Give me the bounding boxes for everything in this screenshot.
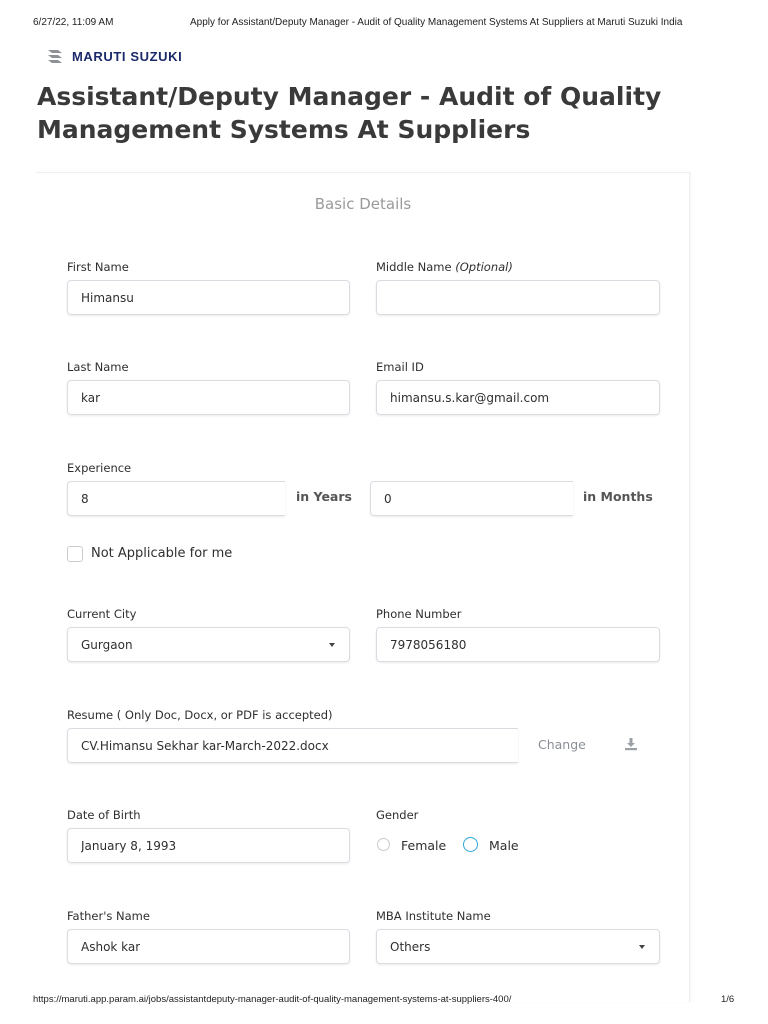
- section-title: Basic Details: [314, 195, 412, 213]
- mba-institute-select[interactable]: [376, 929, 660, 964]
- current-city-label: Current City: [67, 607, 137, 621]
- first-name-input[interactable]: [67, 280, 350, 315]
- job-title: Assistant/Deputy Manager - Audit of Quality Management Systems At Suppliers: [37, 82, 662, 144]
- middle-name-input[interactable]: [376, 280, 660, 315]
- brand-name: MARUTI SUZUKI: [72, 48, 183, 64]
- resume-file-field[interactable]: [67, 728, 518, 763]
- fathers-name-value: Ashok kar: [81, 939, 141, 954]
- print-footer: [0, 994, 768, 1008]
- print-datetime: 6/27/22, 11:09 AM: [33, 17, 114, 28]
- middle-name-optional: (Optional): [455, 260, 513, 274]
- gender-male-radio[interactable]: [463, 837, 478, 852]
- resume-change-button[interactable]: Change: [538, 737, 586, 752]
- chevron-down-icon: [639, 945, 645, 949]
- email-value: himansu.s.kar@gmail.com: [390, 390, 550, 405]
- first-name-label: First Name: [67, 260, 129, 274]
- resume-filename: CV.Himansu Sekhar kar-March-2022.docx: [81, 738, 329, 753]
- gender-label: Gender: [376, 808, 419, 822]
- suzuki-logo-icon: [46, 47, 64, 65]
- not-applicable-checkbox[interactable]: [67, 546, 83, 562]
- print-header: [0, 17, 768, 31]
- print-page-number: 1/6: [721, 994, 735, 1005]
- experience-years-unit: in Years: [296, 489, 352, 504]
- last-name-label: Last Name: [67, 360, 129, 374]
- dob-input[interactable]: [67, 828, 350, 863]
- brand-logo[interactable]: [46, 47, 182, 65]
- phone-input[interactable]: [376, 627, 660, 662]
- first-name-value: Himansu: [81, 290, 134, 305]
- experience-years-input[interactable]: [67, 481, 285, 516]
- gender-female-label[interactable]: Female: [401, 838, 447, 853]
- middle-name-label: [376, 260, 513, 274]
- mba-institute-label: MBA Institute Name: [376, 909, 491, 923]
- print-url: https://maruti.app.param.ai/jobs/assistantdeputy-manager-audit-of-quality-management-systems-at-suppliers-400/: [33, 994, 512, 1005]
- mba-institute-value: Others: [390, 939, 431, 954]
- gender-female-radio[interactable]: [377, 838, 390, 851]
- fathers-name-input[interactable]: [67, 929, 350, 964]
- resume-label: Resume ( Only Doc, Docx, or PDF is accepted): [67, 708, 333, 722]
- email-label: Email ID: [376, 360, 424, 374]
- experience-months-unit: in Months: [583, 489, 653, 504]
- current-city-select[interactable]: [67, 627, 350, 662]
- experience-months-value: 0: [384, 491, 392, 506]
- experience-months-input[interactable]: [370, 481, 573, 516]
- fathers-name-label: Father's Name: [67, 909, 150, 923]
- not-applicable-label[interactable]: Not Applicable for me: [91, 546, 233, 561]
- email-input[interactable]: [376, 380, 660, 415]
- experience-label: Experience: [67, 461, 132, 475]
- middle-name-label-text: Middle Name: [376, 260, 452, 274]
- experience-years-value: 8: [81, 491, 89, 506]
- last-name-value: kar: [81, 390, 101, 405]
- download-icon[interactable]: [624, 737, 638, 751]
- chevron-down-icon: [329, 643, 335, 647]
- last-name-input[interactable]: [67, 380, 350, 415]
- dob-label: Date of Birth: [67, 808, 141, 822]
- phone-label: Phone Number: [376, 607, 462, 621]
- current-city-value: Gurgaon: [81, 637, 133, 652]
- print-page-title: Apply for Assistant/Deputy Manager - Audit of Quality Management Systems At Suppliers at Maruti Suzuki India: [190, 17, 683, 28]
- phone-value: 7978056180: [390, 637, 467, 652]
- dob-value: January 8, 1993: [81, 838, 177, 853]
- gender-male-label[interactable]: Male: [489, 838, 519, 853]
